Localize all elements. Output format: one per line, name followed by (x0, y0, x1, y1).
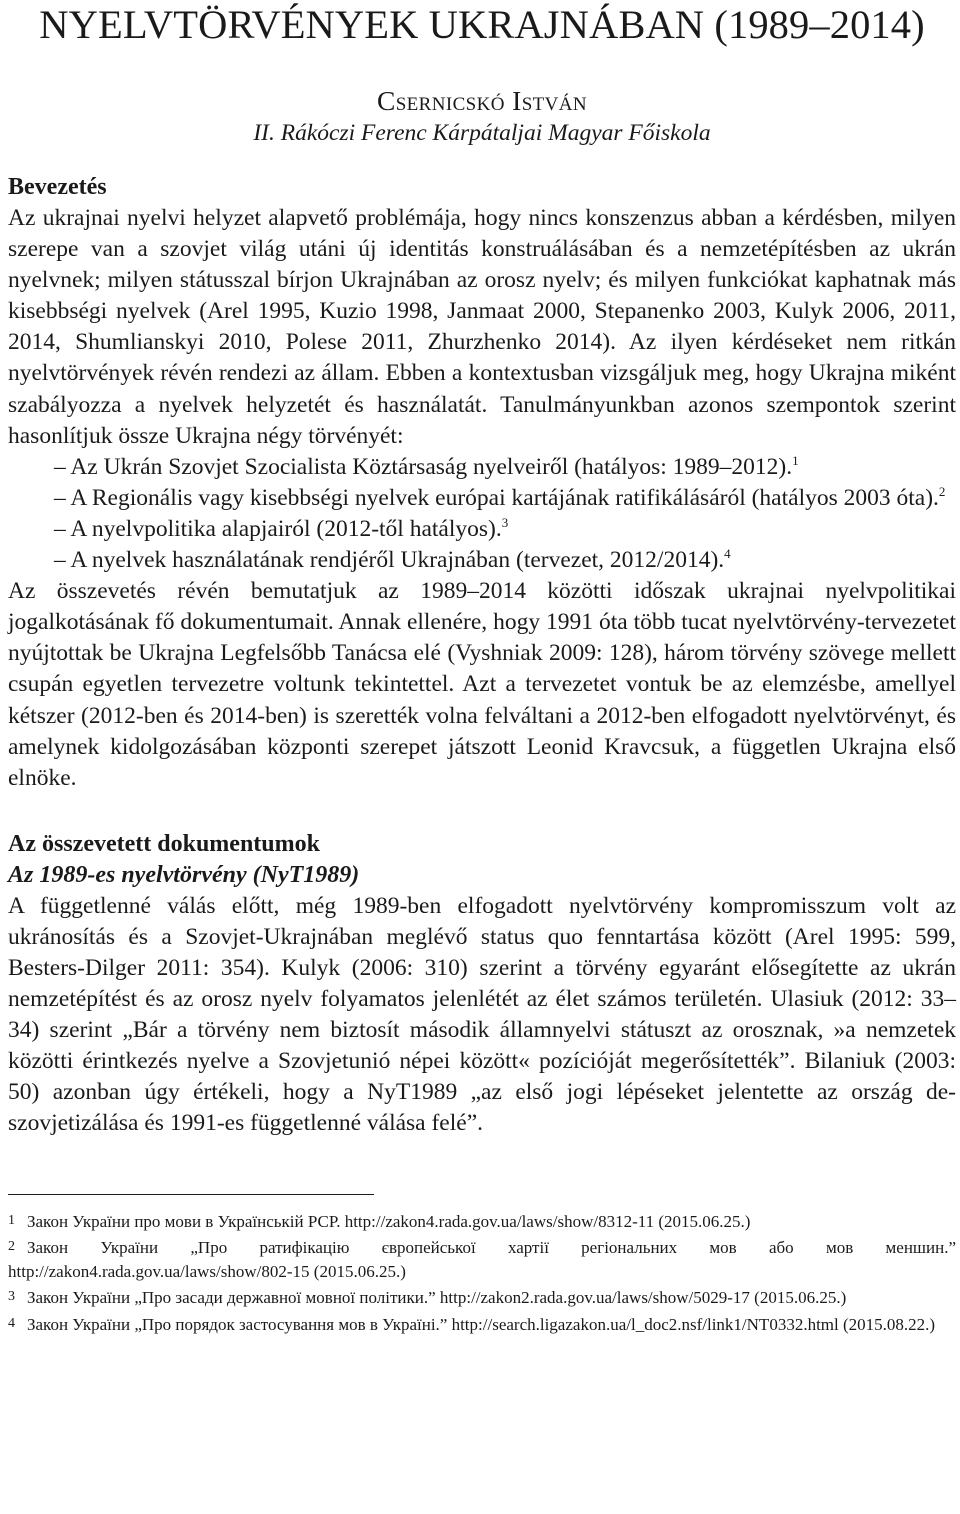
section-heading-introduction: Bevezetés (8, 174, 107, 200)
footnote-item (8, 1312, 956, 1337)
intro-paragraph-2: Az összevetés révén bemutatjuk az 1989–2014 közötti időszak ukrajnai nyelvpolitikai jogalkotásának fő dokumentumait. Annak ellenére, hogy 1991 óta több tucat nyelvtörvény-tervezetet nyújtottak be Ukrajna Legfelsőbb Tanácsa elé (Vyshniak 2009: 128), három törvény szövege mellett csupán egyetlen tervezetre voltunk tekintettel. Azt a tervezetet vontuk be az elemzésbe, amellyel kétszer (2012-ben és 2014-ben) is szerették volna felváltani a 2012-ben elfogadott nyelvtörvényt, és amelynek kidolgozásában központi szerepet játszott Leonid Kravcsuk, a független Ukrajna első elnöke. (8, 578, 956, 791)
page-title: NYELVTÖRVÉNYEK UKRAJNÁBAN (1989–2014) (39, 2, 925, 47)
law-list-item (8, 483, 956, 514)
footnote-ref-link[interactable]: 2 (938, 483, 946, 499)
author-affiliation: II. Rákóczi Ferenc Kárpátaljai Magyar Főiskola (253, 120, 711, 146)
footnote-text: Закон України про мови в Українській РСР. http://zakon4.rada.gov.ua/laws/show/8312-11 (2015.06.25.) (27, 1211, 751, 1231)
law-list-item-text: – A nyelvek használatának rendjéről Ukrajnában (tervezet, 2012/2014). (54, 547, 725, 574)
footnote-number: 3 (8, 1289, 15, 1305)
footnote-number: 4 (8, 1315, 15, 1331)
footnote-text: Закон України „Про засади державної мовної політики.” http://zakon2.rada.gov.ua/laws/show/5029-17 (2015.06.25.) (27, 1288, 847, 1308)
law-list-item (8, 452, 956, 483)
footnote-text: Закон України „Про порядок застосування мов в Україні.” http://search.ligazakon.ua/l_doc2.nsf/link1/NT0332.html (2015.08.22.) (27, 1314, 936, 1334)
intro-paragraph-1: Az ukrajnai nyelvi helyzet alapvető problémája, hogy nincs konszenzus abban a kérdésben, milyen szerepe van a szovjet világ utáni új identitás konstruálásában és a nemzetépítésben az ukrán nyelvnek; milyen státusszal bírjon Ukrajnában az orosz nyelv; és milyen funkciókat kaphatnak más kisebbségi nyelvek (Arel 1995, Kuzio 1998, Janmaat 2000, Stepanenko 2003, Kulyk 2006, 2011, 2014, Shumlianskyi 2010, Polese 2011, Zhurzhenko 2014). Az ilyen kérdéseket nem ritkán nyelvtörvények révén rendezi az állam. Ebben a kontextusban vizsgáljuk meg, hogy Ukrajna miként szabályozza a nyelvek helyzetét és használatát. Tanulmányunkban azonos szempontok szerint hasonlítjuk össze Ukrajna négy törvényét: (8, 205, 956, 449)
law-list (8, 452, 956, 576)
documents-paragraph: A függetlenné válás előtt, még 1989-ben elfogadott nyelvtörvény kompromisszum volt az ukránosítás és a Szovjet-Ukrajnában meglévő status quo fenntartása között (Arel 1995: 599, Besters-Dilger 2011: 354). Kulyk (2006: 310) szerint a törvény egyaránt elősegítette az ukrán nemzetépítést és az orosz nyelv folyamatos jelenlétét az élet számos területén. Ulasiuk (2012: 33–34) szerint „Bár a törvény nem biztosít második államnyelvi státuszt az orosznak, »a nemzetek közötti érintkezés nyelve a Szovjetunió népei között« pozícióját megerősítették”. Bilaniuk (2003: 50) azonban úgy értékeli, hogy a NyT1989 „az első jogi lépéseket jelentette az ország de-szovjetizálása és 1991-es függetlenné válása felé”. (8, 892, 956, 1137)
law-list-item-text: – A Regionális vagy kisebbségi nyelvek európai kartájának ratifikálásáról (hatályos 2003 óta). (54, 484, 939, 511)
document-page (8, 0, 956, 1338)
footnote-number: 1 (8, 1212, 15, 1228)
section-heading-documents: Az összevetett dokumentumok (8, 830, 320, 857)
footnotes (8, 1209, 956, 1337)
footnote-ref-link[interactable]: 3 (501, 514, 509, 530)
footnote-divider (8, 1194, 374, 1195)
footnote-ref-link[interactable]: 1 (792, 452, 799, 468)
law-list-item-text: – Az Ukrán Szovjet Szocialista Köztársaság nyelveiről (hatályos: 1989–2012). (54, 453, 793, 480)
law-list-item (8, 514, 956, 545)
footnote-item (8, 1209, 956, 1234)
footnote-ref-link[interactable]: 4 (724, 546, 731, 562)
law-list-item-text: – A nyelvpolitika alapjairól (2012-től hatályos). (54, 515, 502, 542)
footnote-number: 2 (8, 1239, 15, 1255)
subsection-heading-nyt1989: Az 1989-es nyelvtörvény (NyT1989) (8, 861, 360, 888)
footnote-item (8, 1235, 956, 1283)
footnote-text: Закон України „Про ратифікацію європейської хартії регіональних мов або мов меншин.” http://zakon4.rada.gov.ua/laws/show/802-15 (2015.06.25.) (8, 1238, 956, 1281)
footnote-item (8, 1285, 956, 1310)
author-name: Csernicskó István (376, 85, 588, 116)
law-list-item (8, 545, 956, 576)
